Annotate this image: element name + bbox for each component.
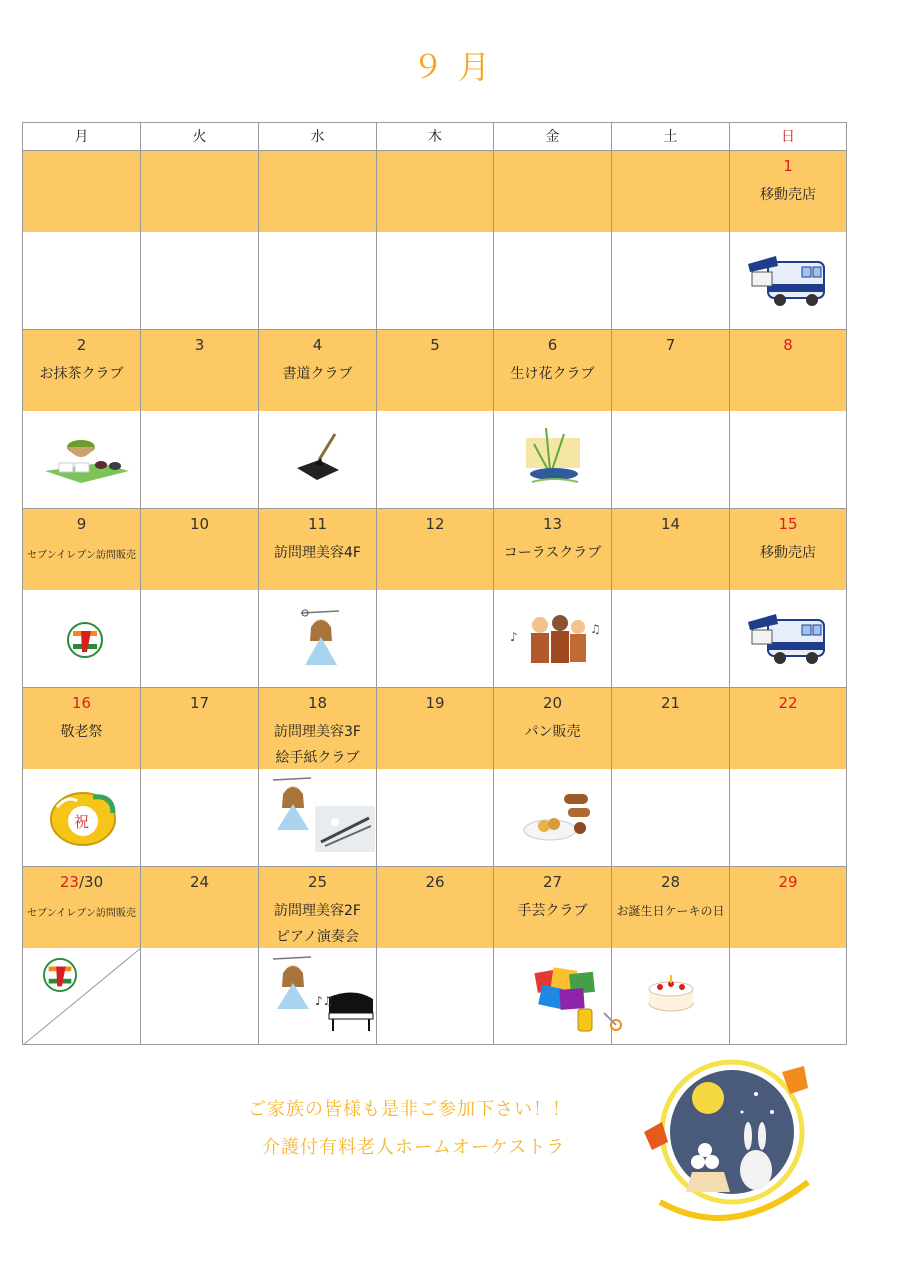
day-cell-2[interactable] bbox=[23, 330, 141, 509]
day-number: 29 bbox=[778, 873, 798, 891]
event-label: 訪問理美容4F bbox=[274, 545, 361, 561]
day-cell-13[interactable] bbox=[494, 509, 612, 688]
event-label: 敬老祭 bbox=[60, 724, 103, 740]
ikebana-icon bbox=[524, 424, 584, 488]
event-label: 移動売店 bbox=[760, 545, 816, 561]
calendar-grid bbox=[22, 122, 847, 1045]
moon-viewing-icon bbox=[632, 1052, 832, 1222]
day-cell-9[interactable] bbox=[23, 509, 141, 688]
day-cell-empty bbox=[259, 151, 377, 330]
day-cell-29[interactable] bbox=[730, 867, 847, 1045]
day-number: 13 bbox=[542, 515, 563, 533]
day-number: 8 bbox=[783, 336, 793, 354]
day-cell-16[interactable] bbox=[23, 688, 141, 867]
event-label-2: 絵手紙クラブ bbox=[275, 750, 360, 766]
day-cell-19[interactable] bbox=[377, 688, 494, 867]
day-cell-26[interactable] bbox=[377, 867, 494, 1045]
day-cell-12[interactable] bbox=[377, 509, 494, 688]
day-cell-28[interactable] bbox=[612, 867, 730, 1045]
day-number: 7 bbox=[665, 336, 676, 354]
calligraphy-icon bbox=[295, 430, 345, 482]
event-label: お誕生日ケーキの日 bbox=[616, 904, 725, 918]
day-number: 3 bbox=[194, 336, 205, 354]
footer-message: ご家族の皆様も是非ご参加下さい！！ bbox=[248, 1099, 571, 1120]
day-number: 6 bbox=[547, 336, 558, 354]
day-cell-25[interactable] bbox=[259, 867, 377, 1045]
day-number: 24 bbox=[189, 873, 210, 891]
day-number: 28 bbox=[660, 873, 681, 891]
day-cell-6[interactable] bbox=[494, 330, 612, 509]
bread-icon bbox=[520, 788, 596, 844]
day-number: 22 bbox=[778, 694, 798, 712]
day-number: 9 bbox=[76, 515, 87, 533]
day-number: 20 bbox=[542, 694, 563, 712]
day-cell-15[interactable] bbox=[730, 509, 847, 688]
day-cell-4[interactable] bbox=[259, 330, 377, 509]
event-label: 手芸クラブ bbox=[517, 903, 588, 919]
day-cell-1[interactable] bbox=[730, 151, 847, 330]
day-cell-21[interactable] bbox=[612, 688, 730, 867]
piano-icon bbox=[315, 983, 375, 1033]
day-cell-7[interactable] bbox=[612, 330, 730, 509]
day-cell-20[interactable] bbox=[494, 688, 612, 867]
day-number: 14 bbox=[660, 515, 681, 533]
svg-text:♫: ♫ bbox=[590, 622, 601, 636]
weekday-fri: 金 bbox=[494, 123, 612, 151]
day-cell-8[interactable] bbox=[730, 330, 847, 509]
day-number: 5 bbox=[430, 336, 440, 354]
event-label: セブンイレブン訪問販売 bbox=[27, 908, 136, 919]
day-cell-23-30[interactable] bbox=[23, 867, 141, 1045]
day-cell-17[interactable] bbox=[141, 688, 259, 867]
day-number: 27 bbox=[542, 873, 563, 891]
day-number: 16 bbox=[71, 694, 92, 712]
day-number: 19 bbox=[425, 694, 445, 712]
event-label: パン販売 bbox=[524, 724, 581, 740]
weekday-tue: 火 bbox=[141, 123, 259, 151]
weekday-sun: 日 bbox=[730, 123, 847, 151]
weekday-mon: 月 bbox=[23, 123, 141, 151]
event-label: コーラスクラブ bbox=[503, 545, 602, 561]
food-truck-icon bbox=[746, 254, 832, 310]
day-number: 12 bbox=[425, 515, 445, 533]
picture-letter-icon bbox=[315, 806, 375, 852]
hairdresser-icon bbox=[271, 774, 313, 832]
weekday-wed: 水 bbox=[259, 123, 377, 151]
day-cell-22[interactable] bbox=[730, 688, 847, 867]
day-number-secondary: /30 bbox=[78, 873, 104, 891]
day-number: 18 bbox=[307, 694, 328, 712]
event-label: 移動売店 bbox=[760, 187, 816, 203]
event-label-2: ピアノ演奏会 bbox=[276, 929, 359, 945]
day-number: 23 bbox=[59, 873, 79, 891]
day-cell-3[interactable] bbox=[141, 330, 259, 509]
day-number: 17 bbox=[189, 694, 210, 712]
day-cell-11[interactable] bbox=[259, 509, 377, 688]
day-cell-empty bbox=[494, 151, 612, 330]
day-cell-27[interactable] bbox=[494, 867, 612, 1045]
day-number: 21 bbox=[660, 694, 681, 712]
hairdresser-icon bbox=[299, 607, 341, 667]
day-number: 11 bbox=[307, 515, 328, 533]
weekday-sat: 土 bbox=[612, 123, 730, 151]
seven-eleven-logo bbox=[67, 622, 103, 658]
svg-text:♪: ♪ bbox=[510, 630, 518, 644]
day-cell-empty bbox=[23, 151, 141, 330]
seven-eleven-logo bbox=[43, 958, 77, 992]
day-number: 2 bbox=[76, 336, 87, 354]
hairdresser-icon bbox=[271, 953, 313, 1011]
day-number: 4 bbox=[312, 336, 323, 354]
day-number: 26 bbox=[425, 873, 445, 891]
day-cell-5[interactable] bbox=[377, 330, 494, 509]
svg-text:♪♫: ♪♫ bbox=[315, 994, 334, 1008]
event-label: お抹茶クラブ bbox=[39, 366, 124, 382]
event-label: セブンイレブン訪問販売 bbox=[27, 550, 136, 561]
day-cell-empty bbox=[141, 151, 259, 330]
footer-facility-name: 介護付有料老人ホームオーケストラ bbox=[262, 1137, 566, 1158]
diagonal-divider bbox=[23, 948, 141, 1045]
day-number: 15 bbox=[778, 515, 798, 533]
day-number: 10 bbox=[189, 515, 210, 533]
svg-text:祝: 祝 bbox=[74, 813, 90, 831]
keiro-celebration-icon bbox=[47, 787, 119, 849]
weekday-thu: 木 bbox=[377, 123, 494, 151]
day-cell-18[interactable] bbox=[259, 688, 377, 867]
event-label: 生け花クラブ bbox=[510, 366, 595, 382]
day-number: 1 bbox=[783, 157, 793, 175]
day-cell-empty bbox=[612, 151, 730, 330]
event-label: 訪問理美容2F bbox=[274, 903, 361, 919]
event-label: 書道クラブ bbox=[282, 366, 353, 382]
choir-icon bbox=[506, 611, 602, 667]
page-title: ９ 月 bbox=[411, 48, 493, 86]
day-number: 25 bbox=[307, 873, 328, 891]
matcha-tea-icon bbox=[41, 433, 131, 485]
day-cell-10[interactable] bbox=[141, 509, 259, 688]
birthday-cake-icon bbox=[646, 973, 696, 1015]
food-truck-icon bbox=[746, 612, 832, 668]
day-cell-empty bbox=[377, 151, 494, 330]
event-label: 訪問理美容3F bbox=[274, 724, 361, 740]
day-cell-24[interactable] bbox=[141, 867, 259, 1045]
day-cell-14[interactable] bbox=[612, 509, 730, 688]
